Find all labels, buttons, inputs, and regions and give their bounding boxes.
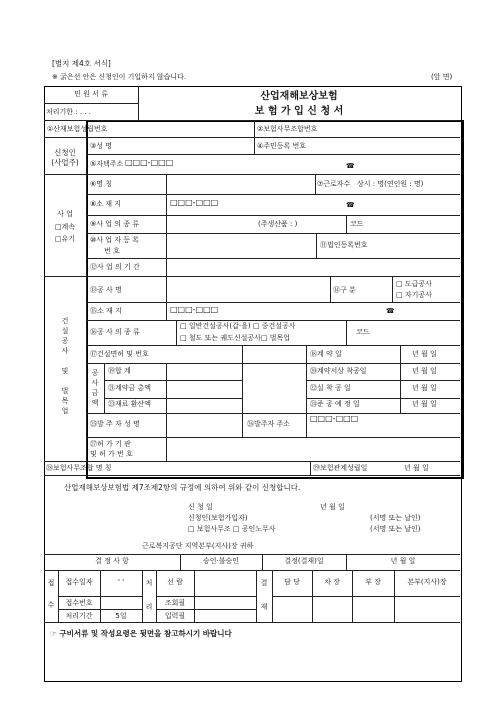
completion-label: ㉔준 공 예 정 일 xyxy=(310,400,360,408)
director-header: 부 장 xyxy=(365,578,381,586)
form-number: [별지 제4호 서식] xyxy=(52,59,111,68)
decision-header: 결 정 사 항 xyxy=(95,557,129,565)
approval-side-2: 재 xyxy=(260,603,268,611)
contract-start-value[interactable]: 년 월 일 xyxy=(412,367,437,375)
reception-side-1: 접 xyxy=(47,579,55,587)
workers-value[interactable]: 상시 : 명(연인원 : 명) xyxy=(357,180,424,188)
business-reg-label-2: 번 호 xyxy=(104,247,120,255)
phone-icon: ☎ xyxy=(386,307,395,315)
applicant-sub-label: (사업주) xyxy=(51,158,79,167)
receive-date-label: 접수일자 xyxy=(65,578,93,586)
agent-checkboxes[interactable]: □ 보험사무조 □ 공인노무사 xyxy=(188,525,276,533)
business-side-label: 사 업 xyxy=(57,210,73,218)
permit-label-2: 및 허 가 번 호 xyxy=(90,450,133,458)
contract-date-value[interactable]: 년 월 일 xyxy=(412,350,437,358)
form-title-1: 산업재해보상보험 xyxy=(260,91,338,102)
contract-work-checkbox[interactable]: □ 도급공사 xyxy=(396,280,432,288)
owner-postal-boxes[interactable]: □□□-□□□ xyxy=(310,414,359,423)
business-type-label: ⑨사 업 의 종 류 xyxy=(90,220,139,228)
owner-address-label: ㉖발주자 주소 xyxy=(247,420,291,428)
contract-date-label: ⑱계 약 일 xyxy=(310,350,342,358)
work-postal-boxes[interactable]: □□□-□□□ xyxy=(170,305,219,314)
business-reg-label-1: ⑩사 업 자 등 록 xyxy=(90,236,139,244)
home-postal-boxes[interactable]: □□□-□□□ xyxy=(125,158,174,167)
work-name-label: ⑬공 사 명 xyxy=(90,286,122,294)
owner-name-label: ㉕발 주 자 성 명 xyxy=(90,420,140,428)
phone-icon: ☎ xyxy=(346,162,355,170)
construction-side-label: 건 설 공 사 및 벌 목 업 xyxy=(61,317,69,415)
footer-note: ☞ 구비서류 및 작성요령은 뒷면을 참고하시기 바랍니다 xyxy=(50,629,232,638)
business-postal-boxes[interactable]: □□□-□□□ xyxy=(170,198,219,207)
branch-head-header: 본부(지사)장 xyxy=(407,578,447,586)
corp-reg-label: ⑪법인등록번호 xyxy=(320,241,368,249)
period-value: 5일 xyxy=(115,612,127,620)
actual-start-label: ㉒실 착 공 일 xyxy=(310,384,351,392)
phone-icon: ☎ xyxy=(346,201,355,209)
union-name-label: ㉘보험사무조합 명 칭 xyxy=(46,464,112,472)
processing-side-2: 리 xyxy=(145,603,153,611)
accident-insurance-no-label: ①산재보험성립번호 xyxy=(47,125,108,133)
work-type-label: ⑯공 사 의 종 류 xyxy=(90,328,140,336)
apply-date-value[interactable]: 년 월 일 xyxy=(320,503,345,511)
permit-label-1: ㉗허 가 기 관 xyxy=(90,440,131,448)
insurance-union-no-label: ②보험사무조합번호 xyxy=(257,125,318,133)
agent-sign-field[interactable]: (서명 또는 날인) xyxy=(370,525,421,533)
declaration-text: 산업재해보상보험법 제7조제2항의 규정에 의하여 위와 같이 신청합니다. xyxy=(64,483,301,492)
limited-checkbox[interactable]: □유기 xyxy=(54,235,76,243)
business-period-label: ⑫사 업 의 기 간 xyxy=(90,263,140,271)
material-label: ㉓재료 환산액 xyxy=(108,400,152,408)
inquiry-label: 조회필 xyxy=(164,599,186,607)
manager-header: 담 당 xyxy=(284,578,300,586)
amount-side-label: 공 사 금 액 xyxy=(91,369,99,407)
recipient-text: 근로복지공단 지역본부(지사)장 귀하 xyxy=(142,542,254,550)
decision-date-value[interactable]: 년 월 일 xyxy=(390,557,416,565)
home-address-label: ⑤자택주소 xyxy=(90,160,124,168)
applicant-label: 신청인 xyxy=(54,148,76,157)
minwon-label: 민 원 서 류 xyxy=(74,90,108,98)
processing-side-1: 처 xyxy=(145,579,153,587)
business-code-label: 코드 xyxy=(350,220,364,228)
continuous-checkbox[interactable]: □계속 xyxy=(54,223,76,231)
period-label: 처리기간 xyxy=(65,612,93,620)
receive-no-label: 접수번호 xyxy=(65,599,93,607)
approval-side-1: 결 xyxy=(260,579,268,587)
total-label: ⑲합 계 xyxy=(108,367,131,375)
approval-header: 승인·불승인 xyxy=(202,557,240,565)
decision-date-header: 결정(결재)일 xyxy=(284,557,324,565)
form-title-2: 보 험 가 입 신 청 서 xyxy=(254,106,344,117)
receive-date-dots[interactable]: ' ' xyxy=(117,578,125,586)
apply-date-label: 신 청 일 xyxy=(188,503,213,511)
applicant-sign-field[interactable]: (서명 또는 날인) xyxy=(370,514,421,522)
resident-no-label: ④주민등록 번호 xyxy=(257,142,307,150)
input-label: 입력필 xyxy=(164,612,186,620)
work-code-label: 코드 xyxy=(356,328,370,336)
business-location-label: ⑧소 재 지 xyxy=(90,200,122,208)
processing-deadline: 처리기한 : . . . xyxy=(46,108,91,116)
self-work-checkbox[interactable]: □ 자기공사 xyxy=(396,291,432,299)
deputy-header: 차 장 xyxy=(324,578,340,586)
applicant-sign-label: 신청인(보험가입자) xyxy=(188,514,248,522)
page-side: (앞 면) xyxy=(431,73,453,81)
review-label: 선 람 xyxy=(167,578,183,586)
work-type-option-1[interactable]: □ 일반건설공사(갑·을) □ 중건설공사 xyxy=(180,322,296,330)
work-location-label: ⑮소 재 지 xyxy=(90,307,122,315)
license-label: ⑰건설면허 및 번호 xyxy=(90,350,149,358)
contract-start-label: ⑳계약서상 착공일 xyxy=(310,367,367,375)
main-product-field[interactable]: (주생산품 : ) xyxy=(258,220,298,228)
form-note: ※ 굵은선 안은 신청인이 기입하지 않습니다. xyxy=(52,73,187,81)
relation-date-value[interactable]: 년 월 일 xyxy=(404,464,429,472)
reception-side-2: 수 xyxy=(47,601,55,609)
actual-start-value[interactable]: 년 월 일 xyxy=(412,384,437,392)
work-type-option-2[interactable]: □ 철도 또는 궤도신설공사□ 벌목업 xyxy=(180,334,291,342)
name-label: ③성 명 xyxy=(90,142,113,150)
completion-value[interactable]: 년 월 일 xyxy=(412,400,437,408)
relation-date-label: ㉙보험관계성립일 xyxy=(313,464,368,472)
business-name-label: ⑥명 칭 xyxy=(90,180,113,188)
workers-label: ⑦근로자수 xyxy=(317,180,351,188)
division-label: ⑭구 분 xyxy=(333,286,356,294)
contract-total-label: ㉑계약금 총액 xyxy=(108,384,152,392)
